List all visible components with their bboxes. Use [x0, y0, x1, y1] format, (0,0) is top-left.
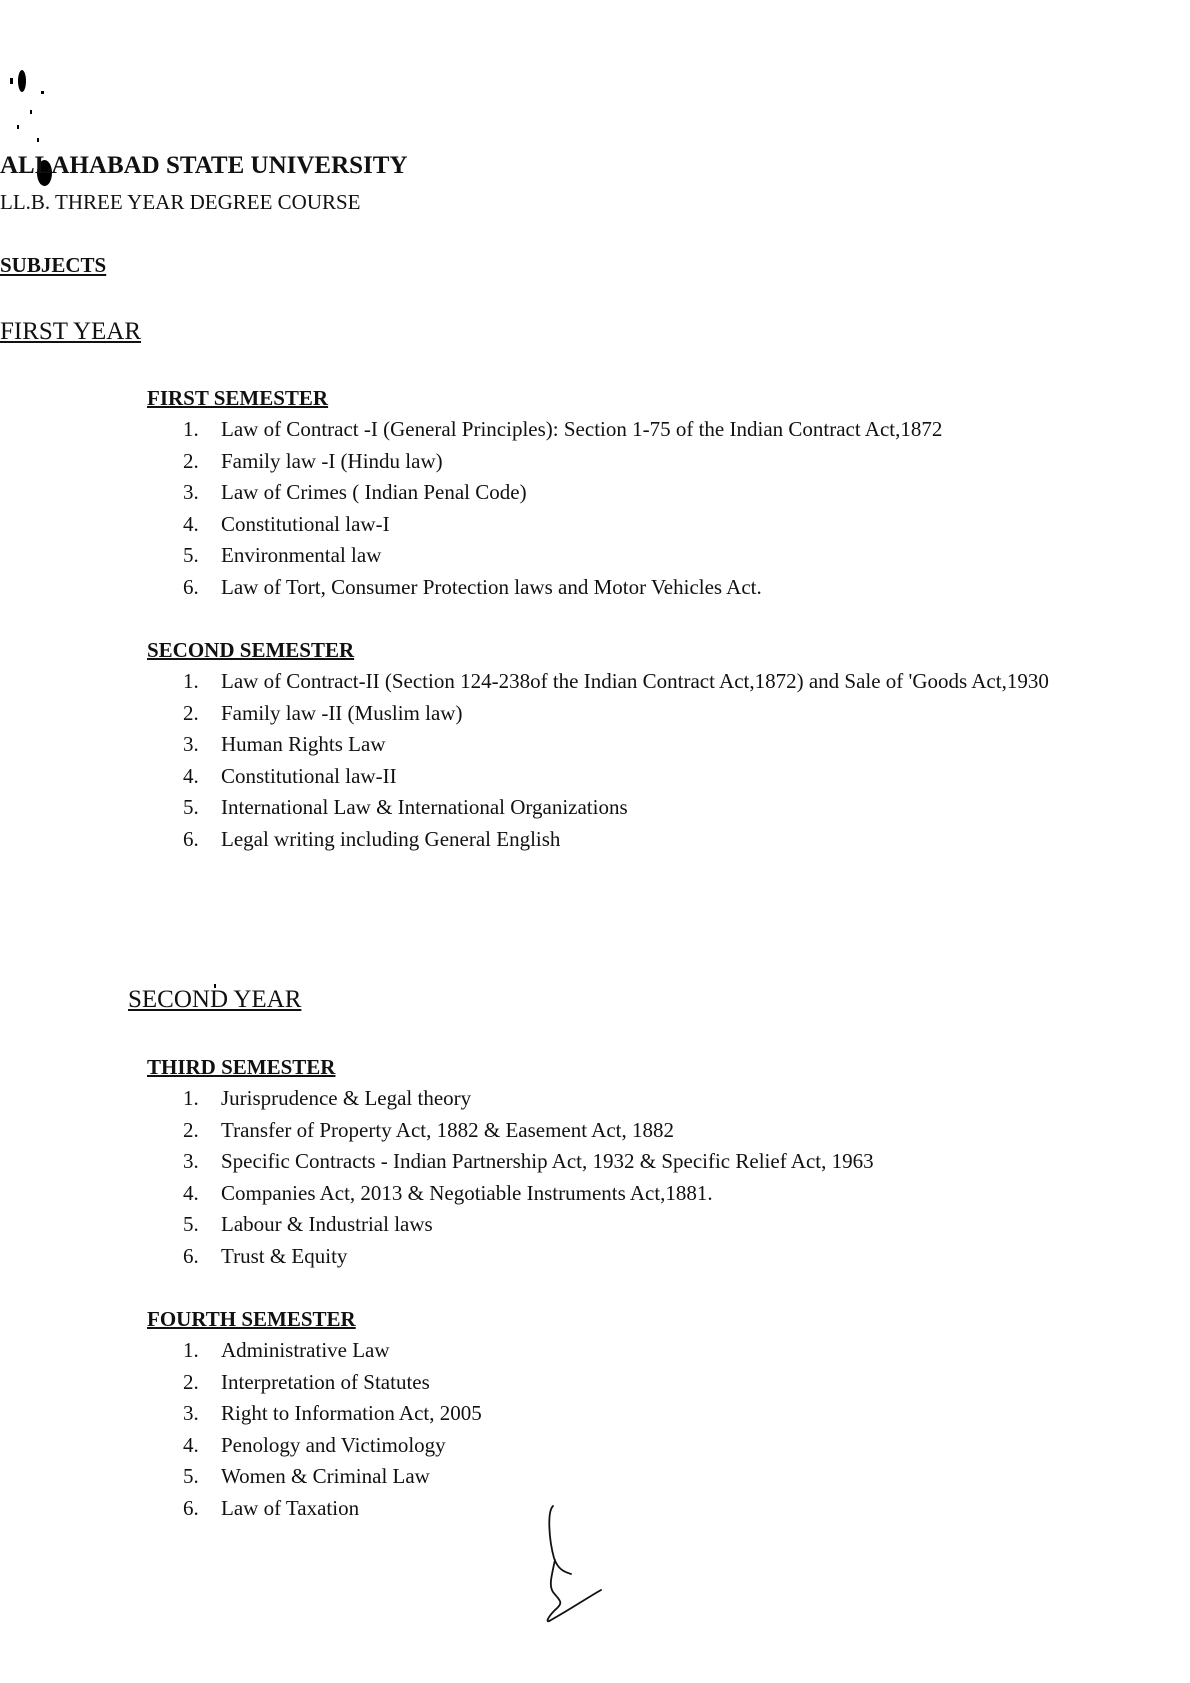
semester-heading-first: FIRST SEMESTER [147, 386, 329, 410]
list-item: 2. Family law -II (Muslim law) [183, 700, 463, 725]
scan-speck [18, 70, 26, 92]
scan-speck [30, 110, 32, 114]
subject-list-first-semester [183, 414, 942, 604]
list-item: 1. Law of Contract -I (General Principles): Section 1-75 of the Indian Contract Act,1872 [183, 417, 943, 441]
list-item: 1. Law of Contract-II (Section 124-238of the Indian Contract Act,1872) and Sale of 'Goods Act,1930 [183, 669, 1049, 693]
list-item: 4. Penology and Victimology [183, 1432, 446, 1457]
scan-speck [37, 138, 39, 142]
year-heading-first: FIRST YEAR [0, 318, 142, 345]
signature-mark [525, 1500, 625, 1630]
semester-heading-fourth: FOURTH SEMESTER [147, 1307, 356, 1331]
list-item: 4. Constitutional law-II [183, 763, 397, 788]
scan-speck [10, 78, 13, 84]
university-title: ALLAHABAD STATE UNIVERSITY [0, 152, 408, 179]
list-item: 5. Labour & Industrial laws [183, 1212, 433, 1237]
course-subtitle: LL.B. THREE YEAR DEGREE COURSE [0, 190, 361, 214]
list-item: 5. Women & Criminal Law [183, 1464, 430, 1489]
subject-list-second-semester [183, 666, 1091, 856]
list-item: 3. Human Rights Law [183, 732, 386, 757]
list-item: 1. Jurisprudence & Legal theory [183, 1086, 472, 1110]
list-item: 6. Law of Tort, Consumer Protection laws and Motor Vehicles Act. [183, 574, 762, 599]
list-item: 5. International Law & International Organizations [183, 795, 628, 820]
subjects-heading: SUBJECTS [0, 253, 107, 277]
list-item: 3. Specific Contracts - Indian Partnership Act, 1932 & Specific Relief Act, 1963 [183, 1149, 874, 1174]
scan-speck [17, 125, 19, 129]
year-heading-second: SECOND YEAR [128, 986, 302, 1013]
list-item: 6. Trust & Equity [183, 1243, 348, 1268]
list-item: 2. Interpretation of Statutes [183, 1369, 430, 1394]
semester-heading-second: SECOND SEMESTER [147, 638, 355, 662]
scan-speck [41, 91, 44, 94]
list-item: 5. Environmental law [183, 543, 382, 568]
list-item: 3. Right to Information Act, 2005 [183, 1401, 482, 1426]
list-item: 4. Constitutional law-I [183, 511, 390, 536]
list-item: 4. Companies Act, 2013 & Negotiable Instruments Act,1881. [183, 1180, 713, 1205]
semester-heading-third: THIRD SEMESTER [147, 1055, 336, 1079]
subject-list-fourth-semester [183, 1335, 482, 1525]
list-item: 2. Family law -I (Hindu law) [183, 448, 443, 473]
subject-list-third-semester [183, 1083, 874, 1273]
list-item: 1. Administrative Law [183, 1338, 390, 1362]
list-item: 3. Law of Crimes ( Indian Penal Code) [183, 480, 527, 505]
list-item: 2. Transfer of Property Act, 1882 & Easement Act, 1882 [183, 1117, 674, 1142]
list-item: 6. Legal writing including General English [183, 826, 561, 851]
list-item: 6. Law of Taxation [183, 1495, 360, 1520]
